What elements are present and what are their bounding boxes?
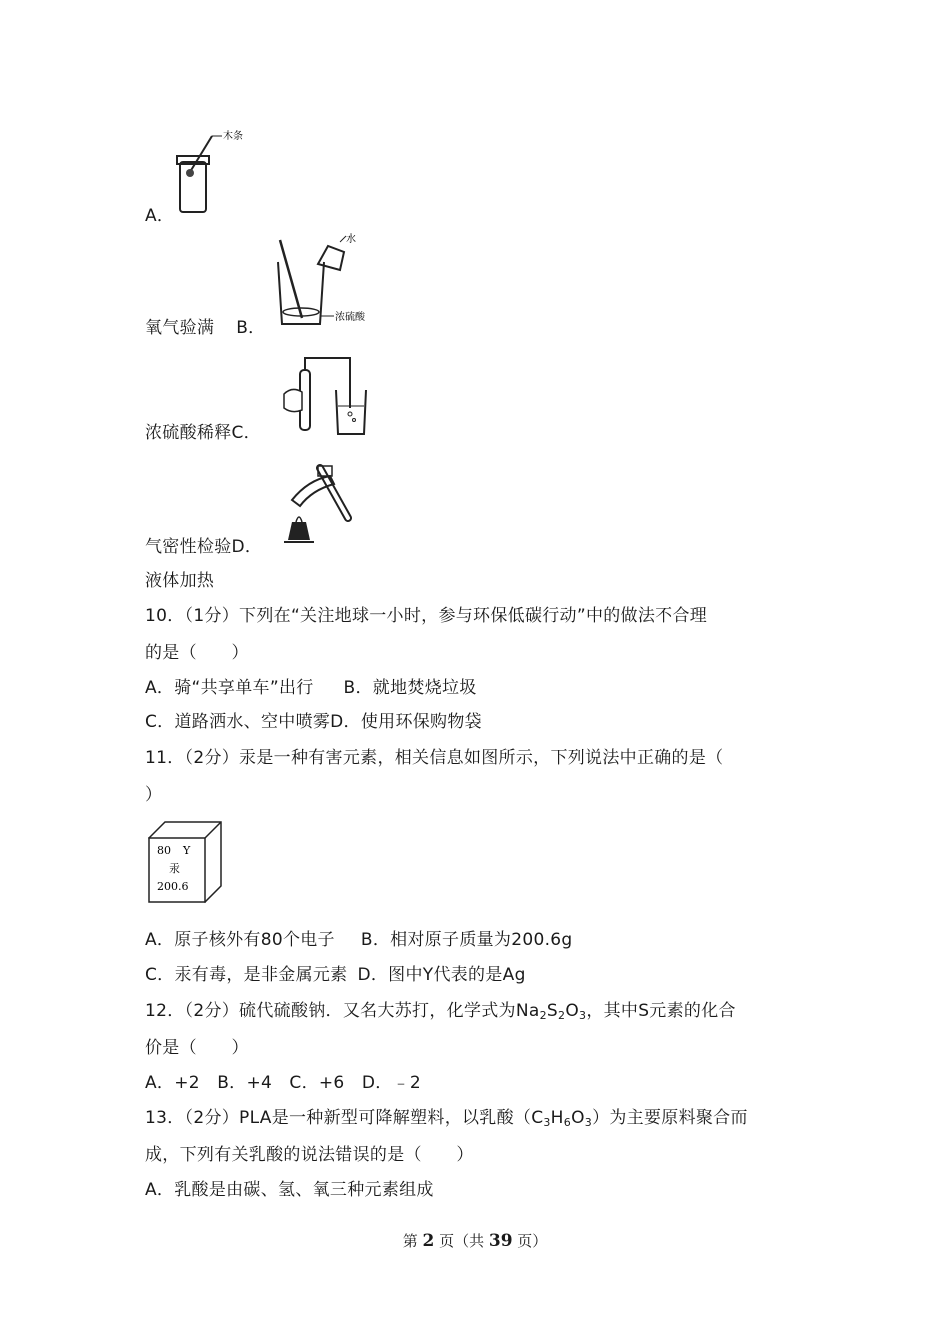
option-b-caption: 浓硫酸稀释 xyxy=(145,423,232,443)
q13-mid-2: O xyxy=(571,1108,585,1128)
q9-option-d xyxy=(145,532,262,557)
q9-option-c xyxy=(145,418,261,443)
option-d-caption: 液体加热 xyxy=(145,571,215,591)
q11-option-d: D．图中Y代表的是Ag xyxy=(357,965,526,985)
q9-option-b xyxy=(145,313,265,338)
page-footer xyxy=(0,1230,950,1251)
figure-liquid-heating xyxy=(278,460,368,555)
q13-stem-line2: 成，下列有关乳酸的说法错误的是（ ） xyxy=(145,1145,474,1165)
acid-label: 浓硫酸 xyxy=(335,312,365,323)
q10-option-d: D．使用环保购物袋 xyxy=(330,712,482,732)
footer-pre: 第 xyxy=(402,1232,423,1250)
q12-mid-2: O xyxy=(565,1001,579,1021)
q13-mid-1: H xyxy=(550,1108,564,1128)
q9-option-a xyxy=(145,201,174,226)
q11-option-c: C．汞有毒，是非金属元素 xyxy=(145,965,348,985)
stick-label: 木条 xyxy=(223,131,243,142)
q12-stem-post: ，其中S元素的化合 xyxy=(586,1001,736,1021)
element-mass: 200.6 xyxy=(157,880,189,893)
q12-options: A．+2 B．+4 C．+6 D．﹣2 xyxy=(145,1073,421,1093)
q13-sub-1: 3 xyxy=(543,1116,551,1129)
footer-mid: 页（共 xyxy=(434,1232,489,1250)
figure-airtightness xyxy=(278,350,378,440)
q11-stem-line2: ） xyxy=(145,785,163,805)
q10-option-b: B．就地焚烧垃圾 xyxy=(343,678,477,698)
footer-page-number: 2 xyxy=(422,1231,435,1251)
q13-stem-post: ）为主要原料聚合而 xyxy=(592,1108,748,1128)
option-d-prefix: D． xyxy=(231,537,263,557)
element-symbol: Y xyxy=(183,844,191,857)
q12-stem-line2: 价是（ ） xyxy=(145,1038,249,1058)
q12-sub-3: 3 xyxy=(579,1009,587,1022)
q9-option-d-caption xyxy=(145,566,214,591)
element-name: 汞 xyxy=(169,862,180,875)
option-b-prefix: B． xyxy=(236,318,266,338)
q13-sub-2: 6 xyxy=(563,1116,572,1129)
q12-stem-pre: 12．（2分）硫代硫酸钠．又名大苏打，化学式为Na xyxy=(145,1001,540,1021)
q11-stem-line1: 11．（2分）汞是一种有害元素，相关信息如图所示，下列说法中正确的是（ xyxy=(145,748,724,768)
q12-mid-1: S xyxy=(546,1001,558,1021)
q11-options-row2 xyxy=(145,960,526,985)
q12-sub-2: 2 xyxy=(558,1009,566,1022)
water-label: 水 xyxy=(346,234,356,245)
q12-sub-1: 2 xyxy=(539,1009,547,1022)
element-number: 80 xyxy=(157,844,171,857)
q11-options-row1 xyxy=(145,925,573,950)
figure-oxygen-test xyxy=(170,128,260,218)
footer-post: 页） xyxy=(512,1232,548,1250)
option-a-prefix: A． xyxy=(145,206,175,226)
q13-stem-pre: 13．（2分）PLA是一种新型可降解塑料，以乳酸（C xyxy=(145,1108,544,1128)
option-c-prefix: C． xyxy=(231,423,261,443)
q10-options-row2 xyxy=(145,707,482,732)
q13-sub-3: 3 xyxy=(584,1116,593,1129)
q11-option-b: B．相对原子质量为200.6g xyxy=(360,930,573,950)
q13-stem-line1 xyxy=(145,1103,748,1128)
q12-stem-line1 xyxy=(145,996,736,1021)
q13-option-a: A．乳酸是由碳、氢、氧三种元素组成 xyxy=(145,1180,434,1200)
option-c-caption: 气密性检验 xyxy=(145,537,232,557)
q11-option-a: A．原子核外有80个电子 xyxy=(145,930,335,950)
q10-option-c: C．道路洒水、空中喷雾 xyxy=(145,712,331,732)
q10-stem-line1: 10．（1分）下列在“关注地球一小时，参与环保低碳行动”中的做法不合理 xyxy=(145,606,708,626)
figure-acid-dilution xyxy=(268,232,378,332)
footer-total-pages: 39 xyxy=(488,1231,513,1251)
q10-stem-line2: 的是（ ） xyxy=(145,643,249,663)
option-a-caption: 氧气验满 xyxy=(145,318,215,338)
element-info-box xyxy=(145,818,225,908)
q10-option-a: A．骑“共享单车”出行 xyxy=(145,678,314,698)
q10-options-row1 xyxy=(145,673,477,698)
